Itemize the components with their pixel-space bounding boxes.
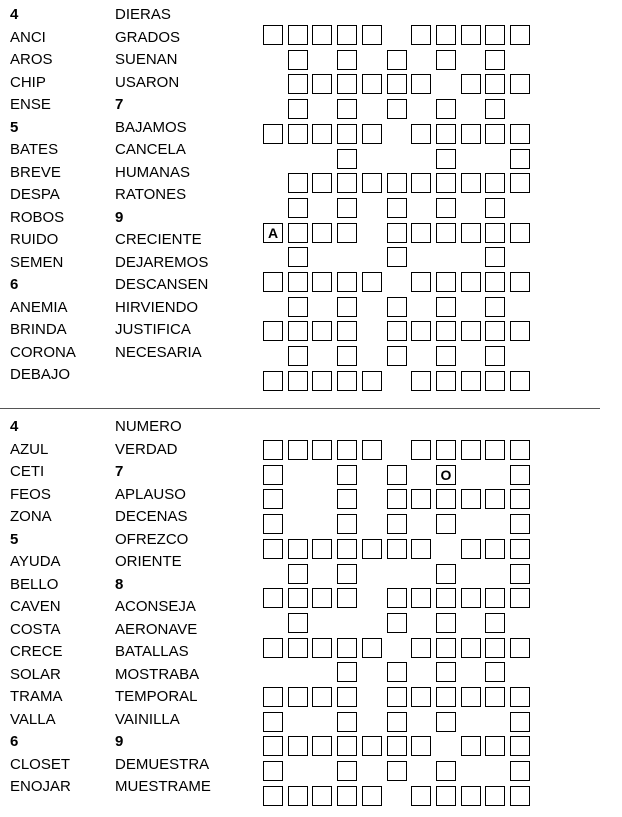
word-entry: APLAUSO bbox=[115, 485, 186, 503]
grid-cell[interactable] bbox=[337, 321, 357, 341]
grid-cell[interactable] bbox=[387, 50, 407, 70]
grid-cell[interactable] bbox=[312, 371, 332, 391]
grid-cell[interactable] bbox=[411, 272, 431, 292]
grid-cell[interactable] bbox=[337, 588, 357, 608]
word-entry: DESPA bbox=[10, 186, 60, 203]
length-heading: 7 bbox=[115, 96, 124, 113]
crossword-puzzle-1 bbox=[0, 0, 622, 405]
grid-cell[interactable] bbox=[387, 297, 407, 317]
word-entry: CETI bbox=[10, 463, 45, 480]
word-entry: BRINDA bbox=[10, 321, 67, 338]
grid-cell[interactable] bbox=[288, 247, 308, 267]
grid-cell[interactable] bbox=[485, 489, 505, 509]
grid-cell[interactable] bbox=[436, 489, 456, 509]
grid-cell[interactable] bbox=[411, 588, 431, 608]
grid-cell[interactable] bbox=[337, 149, 357, 169]
grid-cell[interactable] bbox=[436, 761, 456, 781]
grid-cell[interactable] bbox=[436, 173, 456, 193]
grid-cell[interactable] bbox=[436, 198, 456, 218]
grid-cell[interactable] bbox=[411, 321, 431, 341]
grid-cell[interactable] bbox=[411, 638, 431, 658]
word-entry: CAVEN bbox=[10, 598, 61, 615]
grid-cell[interactable] bbox=[485, 786, 505, 806]
grid-cell[interactable] bbox=[461, 321, 481, 341]
grid-cell[interactable] bbox=[510, 761, 530, 781]
grid-cell[interactable] bbox=[436, 50, 456, 70]
grid-cell[interactable] bbox=[411, 124, 431, 144]
grid-cell[interactable] bbox=[436, 321, 456, 341]
length-heading: 6 bbox=[10, 733, 19, 750]
grid-cell[interactable] bbox=[387, 613, 407, 633]
section-divider bbox=[0, 408, 600, 409]
word-entry: BAJAMOS bbox=[115, 118, 187, 136]
grid-cell[interactable] bbox=[387, 761, 407, 781]
grid-cell[interactable] bbox=[387, 662, 407, 682]
grid-cell[interactable] bbox=[387, 99, 407, 119]
grid-cell[interactable] bbox=[436, 149, 456, 169]
grid-cell[interactable] bbox=[337, 223, 357, 243]
grid-cell[interactable] bbox=[337, 489, 357, 509]
grid-cell[interactable] bbox=[436, 371, 456, 391]
grid-cell[interactable] bbox=[510, 712, 530, 732]
grid-cell[interactable] bbox=[510, 465, 530, 485]
grid-cell[interactable] bbox=[510, 124, 530, 144]
grid-cell[interactable] bbox=[288, 124, 308, 144]
grid-cell[interactable] bbox=[263, 539, 283, 559]
grid-cell[interactable] bbox=[362, 539, 382, 559]
word-entry: USARON bbox=[115, 73, 180, 91]
grid-cell[interactable] bbox=[263, 588, 283, 608]
length-heading: 9 bbox=[115, 733, 124, 750]
grid-cell[interactable] bbox=[337, 564, 357, 584]
grid-cell[interactable] bbox=[485, 124, 505, 144]
grid-cell[interactable] bbox=[436, 99, 456, 119]
grid-cell[interactable] bbox=[436, 514, 456, 534]
grid-cell[interactable] bbox=[288, 687, 308, 707]
grid-cell[interactable] bbox=[436, 346, 456, 366]
word-entry: ANCI bbox=[10, 28, 46, 46]
grid-cell[interactable] bbox=[436, 687, 456, 707]
grid-cell[interactable] bbox=[485, 173, 505, 193]
grid-cell[interactable] bbox=[337, 346, 357, 366]
length-heading: 6 bbox=[10, 276, 19, 293]
grid-cell[interactable] bbox=[436, 564, 456, 584]
length-heading: 5 bbox=[10, 118, 19, 136]
grid-cell[interactable] bbox=[387, 687, 407, 707]
word-entry: ENSE bbox=[10, 96, 51, 113]
word-entry: ROBOS bbox=[10, 208, 65, 226]
grid-cell[interactable] bbox=[362, 786, 382, 806]
grid-cell[interactable] bbox=[362, 124, 382, 144]
word-entry: BATALLAS bbox=[115, 643, 189, 660]
word-entry: FEOS bbox=[10, 485, 51, 503]
grid-cell[interactable] bbox=[436, 712, 456, 732]
grid-cell[interactable] bbox=[387, 736, 407, 756]
grid-cell[interactable] bbox=[411, 173, 431, 193]
grid-cell[interactable] bbox=[362, 440, 382, 460]
word-entry: DEBAJO bbox=[10, 366, 71, 383]
grid-cell[interactable] bbox=[362, 736, 382, 756]
grid-cell[interactable] bbox=[436, 588, 456, 608]
word-entry: ORIENTE bbox=[115, 553, 182, 570]
grid-cell[interactable] bbox=[263, 687, 283, 707]
grid-cell[interactable] bbox=[387, 74, 407, 94]
grid-cell[interactable] bbox=[337, 539, 357, 559]
word-entry: NUMERO bbox=[115, 418, 182, 435]
word-entry: DEMUESTRA bbox=[115, 755, 210, 773]
grid-cell[interactable] bbox=[485, 662, 505, 682]
word-entry: RATONES bbox=[115, 186, 187, 203]
grid-cell[interactable] bbox=[436, 440, 456, 460]
grid-cell[interactable] bbox=[485, 223, 505, 243]
grid-cell[interactable] bbox=[411, 687, 431, 707]
grid-cell[interactable] bbox=[387, 539, 407, 559]
grid-cell[interactable] bbox=[263, 712, 283, 732]
word-entry: CRECE bbox=[10, 643, 63, 660]
grid-cell[interactable] bbox=[387, 247, 407, 267]
grid-cell[interactable] bbox=[362, 371, 382, 391]
grid-cell[interactable] bbox=[312, 223, 332, 243]
grid-cell[interactable] bbox=[461, 687, 481, 707]
grid-cell[interactable] bbox=[288, 99, 308, 119]
word-entry: BREVE bbox=[10, 163, 61, 181]
crossword-grid-1 bbox=[0, 0, 622, 405]
grid-cell[interactable] bbox=[436, 124, 456, 144]
grid-cell[interactable] bbox=[362, 173, 382, 193]
grid-cell[interactable] bbox=[461, 736, 481, 756]
grid-cell[interactable] bbox=[263, 371, 283, 391]
grid-cell[interactable] bbox=[337, 50, 357, 70]
grid-cell[interactable] bbox=[461, 173, 481, 193]
crossword-grid-2 bbox=[0, 412, 622, 817]
grid-cell[interactable] bbox=[485, 736, 505, 756]
grid-cell[interactable] bbox=[485, 297, 505, 317]
grid-cell[interactable] bbox=[411, 74, 431, 94]
grid-cell[interactable] bbox=[436, 613, 456, 633]
grid-cell[interactable] bbox=[362, 272, 382, 292]
word-entry: ANEMIA bbox=[10, 298, 68, 316]
grid-cell-given[interactable]: O bbox=[436, 465, 456, 485]
grid-cell[interactable] bbox=[461, 638, 481, 658]
grid-cell[interactable] bbox=[510, 173, 530, 193]
grid-cell[interactable] bbox=[387, 173, 407, 193]
grid-cell[interactable] bbox=[337, 173, 357, 193]
grid-cell[interactable] bbox=[312, 272, 332, 292]
grid-cell[interactable] bbox=[461, 588, 481, 608]
grid-cell[interactable] bbox=[485, 588, 505, 608]
grid-cell[interactable] bbox=[461, 74, 481, 94]
grid-cell[interactable] bbox=[337, 99, 357, 119]
grid-cell[interactable] bbox=[510, 74, 530, 94]
word-entry: SUENAN bbox=[115, 51, 178, 68]
grid-cell[interactable] bbox=[288, 613, 308, 633]
word-entry: ENOJAR bbox=[10, 778, 71, 795]
grid-cell[interactable] bbox=[288, 173, 308, 193]
grid-cell[interactable] bbox=[411, 223, 431, 243]
grid-cell[interactable] bbox=[461, 539, 481, 559]
grid-cell[interactable] bbox=[337, 638, 357, 658]
grid-cell[interactable] bbox=[337, 662, 357, 682]
length-heading: 4 bbox=[10, 418, 19, 435]
grid-cell[interactable] bbox=[485, 346, 505, 366]
grid-cell[interactable] bbox=[263, 440, 283, 460]
word-entry: MUESTRAME bbox=[115, 778, 211, 795]
grid-cell[interactable] bbox=[387, 489, 407, 509]
grid-cell[interactable] bbox=[411, 440, 431, 460]
word-entry: HIRVIENDO bbox=[115, 298, 199, 316]
word-entry: TRAMA bbox=[10, 688, 63, 705]
word-entry: TEMPORAL bbox=[115, 688, 198, 705]
grid-cell[interactable] bbox=[362, 25, 382, 45]
word-entry: COSTA bbox=[10, 620, 61, 638]
grid-cell[interactable] bbox=[263, 465, 283, 485]
grid-cell[interactable] bbox=[337, 514, 357, 534]
word-entry: AERONAVE bbox=[115, 620, 198, 638]
word-entry: CHIP bbox=[10, 73, 46, 91]
grid-cell[interactable] bbox=[263, 489, 283, 509]
grid-cell[interactable] bbox=[387, 321, 407, 341]
grid-cell[interactable] bbox=[263, 124, 283, 144]
grid-cell[interactable] bbox=[263, 761, 283, 781]
grid-cell[interactable] bbox=[510, 564, 530, 584]
word-entry: NECESARIA bbox=[115, 343, 202, 361]
word-entry: AZUL bbox=[10, 440, 49, 458]
grid-cell[interactable] bbox=[411, 371, 431, 391]
grid-cell[interactable] bbox=[337, 371, 357, 391]
grid-cell[interactable] bbox=[288, 564, 308, 584]
grid-cell[interactable] bbox=[387, 198, 407, 218]
grid-cell[interactable] bbox=[510, 588, 530, 608]
grid-cell[interactable] bbox=[288, 588, 308, 608]
grid-cell[interactable] bbox=[387, 588, 407, 608]
grid-cell[interactable] bbox=[263, 736, 283, 756]
grid-cell[interactable] bbox=[263, 514, 283, 534]
grid-cell[interactable] bbox=[485, 74, 505, 94]
grid-cell[interactable] bbox=[312, 74, 332, 94]
grid-cell[interactable] bbox=[510, 223, 530, 243]
grid-cell[interactable] bbox=[485, 272, 505, 292]
grid-cell[interactable] bbox=[485, 613, 505, 633]
grid-cell[interactable] bbox=[436, 638, 456, 658]
grid-cell[interactable] bbox=[485, 321, 505, 341]
grid-cell[interactable] bbox=[312, 440, 332, 460]
grid-cell[interactable] bbox=[461, 489, 481, 509]
word-entry: RUIDO bbox=[10, 231, 59, 248]
grid-cell[interactable] bbox=[288, 198, 308, 218]
word-entry: DESCANSEN bbox=[115, 276, 209, 293]
word-entry: CANCELA bbox=[115, 141, 186, 158]
grid-cell[interactable] bbox=[288, 272, 308, 292]
grid-cell[interactable] bbox=[510, 736, 530, 756]
grid-cell[interactable] bbox=[312, 124, 332, 144]
grid-cell[interactable] bbox=[263, 321, 283, 341]
word-entry: DECENAS bbox=[115, 508, 188, 525]
word-entry: AROS bbox=[10, 51, 53, 68]
grid-cell[interactable] bbox=[312, 687, 332, 707]
grid-cell[interactable] bbox=[337, 25, 357, 45]
grid-cell[interactable] bbox=[387, 223, 407, 243]
word-entry: SOLAR bbox=[10, 665, 61, 683]
grid-cell[interactable] bbox=[485, 371, 505, 391]
grid-cell[interactable] bbox=[337, 124, 357, 144]
grid-cell[interactable] bbox=[436, 223, 456, 243]
grid-cell[interactable] bbox=[436, 786, 456, 806]
grid-cell[interactable] bbox=[510, 638, 530, 658]
grid-cell[interactable] bbox=[510, 489, 530, 509]
word-entry: SEMEN bbox=[10, 253, 64, 271]
grid-cell[interactable] bbox=[288, 736, 308, 756]
grid-cell[interactable] bbox=[263, 25, 283, 45]
grid-cell[interactable] bbox=[510, 786, 530, 806]
grid-cell[interactable] bbox=[337, 736, 357, 756]
grid-cell[interactable] bbox=[337, 687, 357, 707]
word-entry: CRECIENTE bbox=[115, 231, 202, 248]
grid-cell[interactable] bbox=[436, 25, 456, 45]
grid-cell[interactable] bbox=[288, 25, 308, 45]
word-entry: CORONA bbox=[10, 343, 76, 361]
word-entry: VAINILLA bbox=[115, 710, 180, 728]
grid-cell[interactable] bbox=[485, 440, 505, 460]
grid-cell[interactable] bbox=[461, 124, 481, 144]
grid-cell[interactable] bbox=[337, 272, 357, 292]
grid-cell[interactable] bbox=[411, 539, 431, 559]
grid-cell[interactable] bbox=[510, 514, 530, 534]
grid-cell[interactable] bbox=[485, 687, 505, 707]
grid-cell[interactable] bbox=[411, 25, 431, 45]
grid-cell[interactable] bbox=[485, 247, 505, 267]
grid-cell[interactable] bbox=[461, 371, 481, 391]
grid-cell[interactable] bbox=[288, 786, 308, 806]
grid-cell[interactable] bbox=[288, 638, 308, 658]
word-entry: JUSTIFICA bbox=[115, 321, 191, 338]
grid-cell[interactable] bbox=[485, 539, 505, 559]
word-entry: VALLA bbox=[10, 710, 56, 728]
grid-cell[interactable] bbox=[510, 321, 530, 341]
grid-cell[interactable] bbox=[461, 272, 481, 292]
grid-cell[interactable] bbox=[337, 712, 357, 732]
grid-cell[interactable] bbox=[411, 736, 431, 756]
grid-cell[interactable] bbox=[510, 687, 530, 707]
word-entry: AYUDA bbox=[10, 553, 61, 570]
grid-cell[interactable] bbox=[288, 346, 308, 366]
grid-cell[interactable] bbox=[288, 321, 308, 341]
grid-cell[interactable] bbox=[436, 297, 456, 317]
grid-cell[interactable] bbox=[510, 440, 530, 460]
grid-cell[interactable] bbox=[337, 465, 357, 485]
grid-cell[interactable] bbox=[288, 440, 308, 460]
length-heading: 8 bbox=[115, 575, 124, 593]
grid-cell[interactable] bbox=[411, 786, 431, 806]
grid-cell[interactable] bbox=[312, 588, 332, 608]
grid-cell[interactable] bbox=[312, 736, 332, 756]
grid-cell[interactable] bbox=[337, 440, 357, 460]
grid-cell[interactable] bbox=[288, 371, 308, 391]
length-heading: 9 bbox=[115, 208, 124, 226]
grid-cell[interactable] bbox=[337, 198, 357, 218]
grid-cell[interactable] bbox=[461, 786, 481, 806]
grid-cell[interactable] bbox=[263, 272, 283, 292]
grid-cell[interactable] bbox=[312, 539, 332, 559]
grid-cell[interactable] bbox=[411, 489, 431, 509]
word-entry: MOSTRABA bbox=[115, 665, 200, 683]
grid-cell[interactable] bbox=[362, 74, 382, 94]
grid-cell[interactable] bbox=[337, 786, 357, 806]
grid-cell[interactable] bbox=[288, 223, 308, 243]
grid-cell[interactable] bbox=[485, 25, 505, 45]
grid-cell[interactable] bbox=[337, 74, 357, 94]
grid-cell[interactable] bbox=[337, 761, 357, 781]
crossword-puzzle-2 bbox=[0, 412, 622, 812]
word-entry: BATES bbox=[10, 141, 59, 158]
grid-cell[interactable] bbox=[312, 638, 332, 658]
grid-cell[interactable] bbox=[288, 539, 308, 559]
grid-cell[interactable] bbox=[387, 712, 407, 732]
grid-cell[interactable] bbox=[387, 346, 407, 366]
grid-cell-given[interactable]: A bbox=[263, 223, 283, 243]
word-entry: VERDAD bbox=[115, 440, 178, 458]
grid-cell[interactable] bbox=[510, 25, 530, 45]
length-heading: 5 bbox=[10, 530, 19, 548]
grid-cell[interactable] bbox=[337, 297, 357, 317]
word-entry: BELLO bbox=[10, 575, 59, 593]
grid-cell[interactable] bbox=[288, 50, 308, 70]
word-entry: HUMANAS bbox=[115, 163, 191, 181]
word-entry: ZONA bbox=[10, 508, 52, 525]
length-heading: 4 bbox=[10, 6, 19, 23]
grid-cell[interactable] bbox=[510, 371, 530, 391]
grid-cell[interactable] bbox=[288, 297, 308, 317]
grid-cell[interactable] bbox=[312, 321, 332, 341]
grid-cell[interactable] bbox=[485, 50, 505, 70]
grid-cell[interactable] bbox=[436, 272, 456, 292]
grid-cell[interactable] bbox=[362, 638, 382, 658]
word-entry: GRADOS bbox=[115, 28, 181, 46]
grid-cell[interactable] bbox=[312, 786, 332, 806]
grid-cell[interactable] bbox=[263, 786, 283, 806]
grid-cell[interactable] bbox=[436, 662, 456, 682]
grid-cell[interactable] bbox=[288, 74, 308, 94]
length-heading: 7 bbox=[115, 463, 124, 480]
grid-cell[interactable] bbox=[387, 514, 407, 534]
grid-cell[interactable] bbox=[510, 539, 530, 559]
word-entry: DIERAS bbox=[115, 6, 171, 23]
word-entry: DEJAREMOS bbox=[115, 253, 209, 271]
grid-cell[interactable] bbox=[263, 638, 283, 658]
grid-cell[interactable] bbox=[485, 99, 505, 119]
grid-cell[interactable] bbox=[312, 25, 332, 45]
word-entry: ACONSEJA bbox=[115, 598, 196, 615]
grid-cell[interactable] bbox=[510, 272, 530, 292]
grid-cell[interactable] bbox=[461, 223, 481, 243]
word-entry: CLOSET bbox=[10, 755, 71, 773]
word-entry: OFREZCO bbox=[115, 530, 189, 548]
grid-cell[interactable] bbox=[510, 149, 530, 169]
grid-cell[interactable] bbox=[461, 25, 481, 45]
grid-cell[interactable] bbox=[485, 198, 505, 218]
grid-cell[interactable] bbox=[485, 638, 505, 658]
grid-cell[interactable] bbox=[312, 173, 332, 193]
grid-cell[interactable] bbox=[461, 440, 481, 460]
grid-cell[interactable] bbox=[387, 465, 407, 485]
